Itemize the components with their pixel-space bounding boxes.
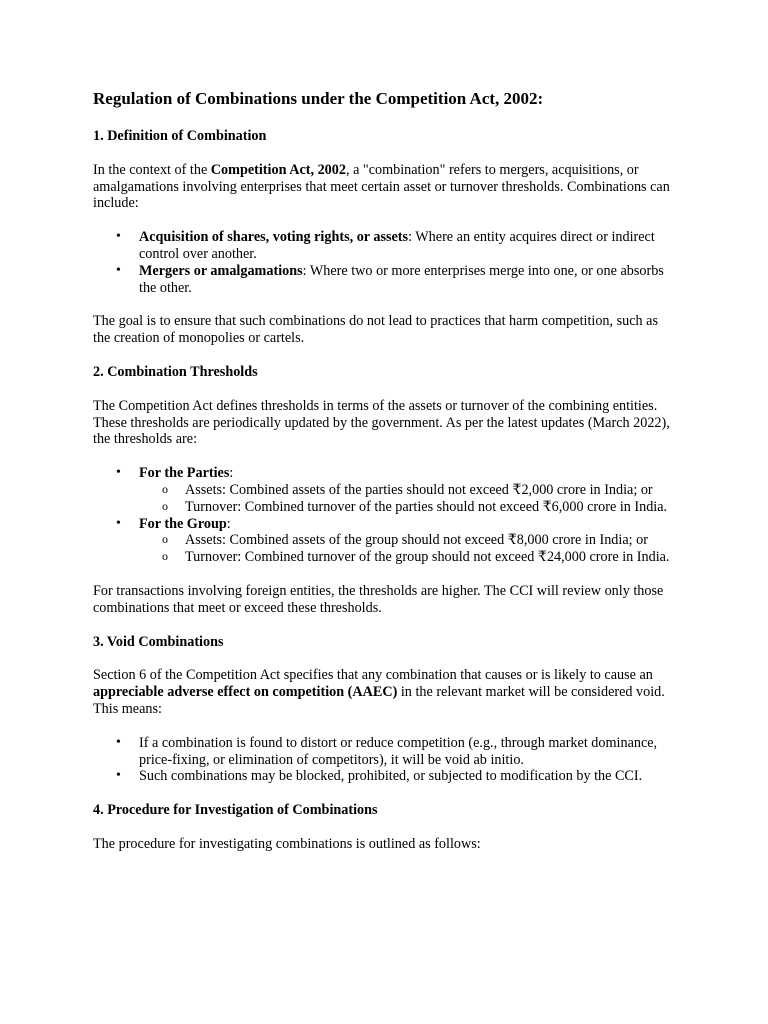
- sub-list: [139, 532, 678, 566]
- section-1-outro: The goal is to ensure that such combinations do not lead to practices that harm competition, such as the creation of monopolies or cartels.: [93, 313, 658, 347]
- section-1-heading: 1. Definition of Combination: [93, 128, 267, 144]
- item-text: : Where an entity acquires direct or indirect control over another.: [139, 229, 655, 262]
- section-3-heading: 3. Void Combinations: [93, 633, 224, 650]
- list-item: • Such combinations may be blocked, prohibited, or subjected to modification by the CCI.: [139, 768, 678, 785]
- list-item: [139, 229, 678, 263]
- document-title: Regulation of Combinations under the Competition Act, 2002:: [93, 89, 544, 108]
- intro-bold: appreciable adverse effect on competition (AAEC): [93, 684, 398, 701]
- section-2-intro: The Competition Act defines thresholds in terms of the assets or turnover of the combining entities. These thresholds are periodically updated by the government. As per the latest updates (March 2022), the thresholds are:: [93, 397, 670, 448]
- item-bold: For the Parties: [139, 465, 230, 482]
- item-bold: Acquisition of shares, voting rights, or assets: [139, 229, 409, 246]
- sub-list: [139, 482, 678, 516]
- item-text: : Where two or more enterprises merge into one, or one absorbs the other.: [139, 262, 664, 296]
- section-4-intro: The procedure for investigating combinations is outlined as follows:: [93, 835, 481, 852]
- sub-list-item: o Assets: Combined assets of the parties should not exceed ₹2,000 crore in India; or: [185, 482, 678, 499]
- list-item: [139, 263, 678, 297]
- item-bold: For the Group: [139, 515, 227, 532]
- section-2-list: [93, 465, 678, 566]
- item-text: :: [229, 465, 234, 482]
- section-1-intro: [93, 162, 678, 212]
- item-text: :: [226, 515, 231, 532]
- intro-text: in the relevant market will be considered void. This means:: [93, 684, 665, 717]
- section-1-list: [93, 229, 678, 296]
- section-2-outro: For transactions involving foreign entities, the thresholds are higher. The CCI will review only those combinations that meet or exceed these thresholds.: [93, 582, 664, 616]
- list-item: • If a combination is found to distort or reduce competition (e.g., through market dominance, price-fixing, or elimination of competitors), it will be void ab initio.: [139, 735, 678, 769]
- list-item: [139, 465, 678, 515]
- sub-list-item: o Assets: Combined assets of the group should not exceed ₹8,000 crore in India; or: [185, 532, 678, 549]
- list-item: [139, 516, 678, 566]
- section-3-intro: [93, 667, 678, 717]
- section-3-list: [93, 735, 678, 785]
- section-2-heading: 2. Combination Thresholds: [93, 363, 258, 380]
- intro-text: , a "combination" refers to mergers, acquisitions, or amalgamations involving enterprises that meet certain asset or turnover thresholds. Combinations can include:: [93, 161, 670, 212]
- intro-text: In the context of the: [93, 161, 211, 178]
- sub-list-item: o Turnover: Combined turnover of the group should not exceed ₹24,000 crore in India.: [185, 549, 678, 566]
- sub-list-item: o Turnover: Combined turnover of the parties should not exceed ₹6,000 crore in India.: [185, 499, 678, 516]
- item-bold: Mergers or amalgamations: [139, 262, 303, 279]
- document-body: [93, 89, 678, 870]
- intro-text: Section 6 of the Competition Act specifies that any combination that causes or is likely to cause an: [93, 667, 653, 684]
- section-4-heading: 4. Procedure for Investigation of Combinations: [93, 802, 378, 819]
- intro-bold: Competition Act, 2002: [210, 161, 346, 178]
